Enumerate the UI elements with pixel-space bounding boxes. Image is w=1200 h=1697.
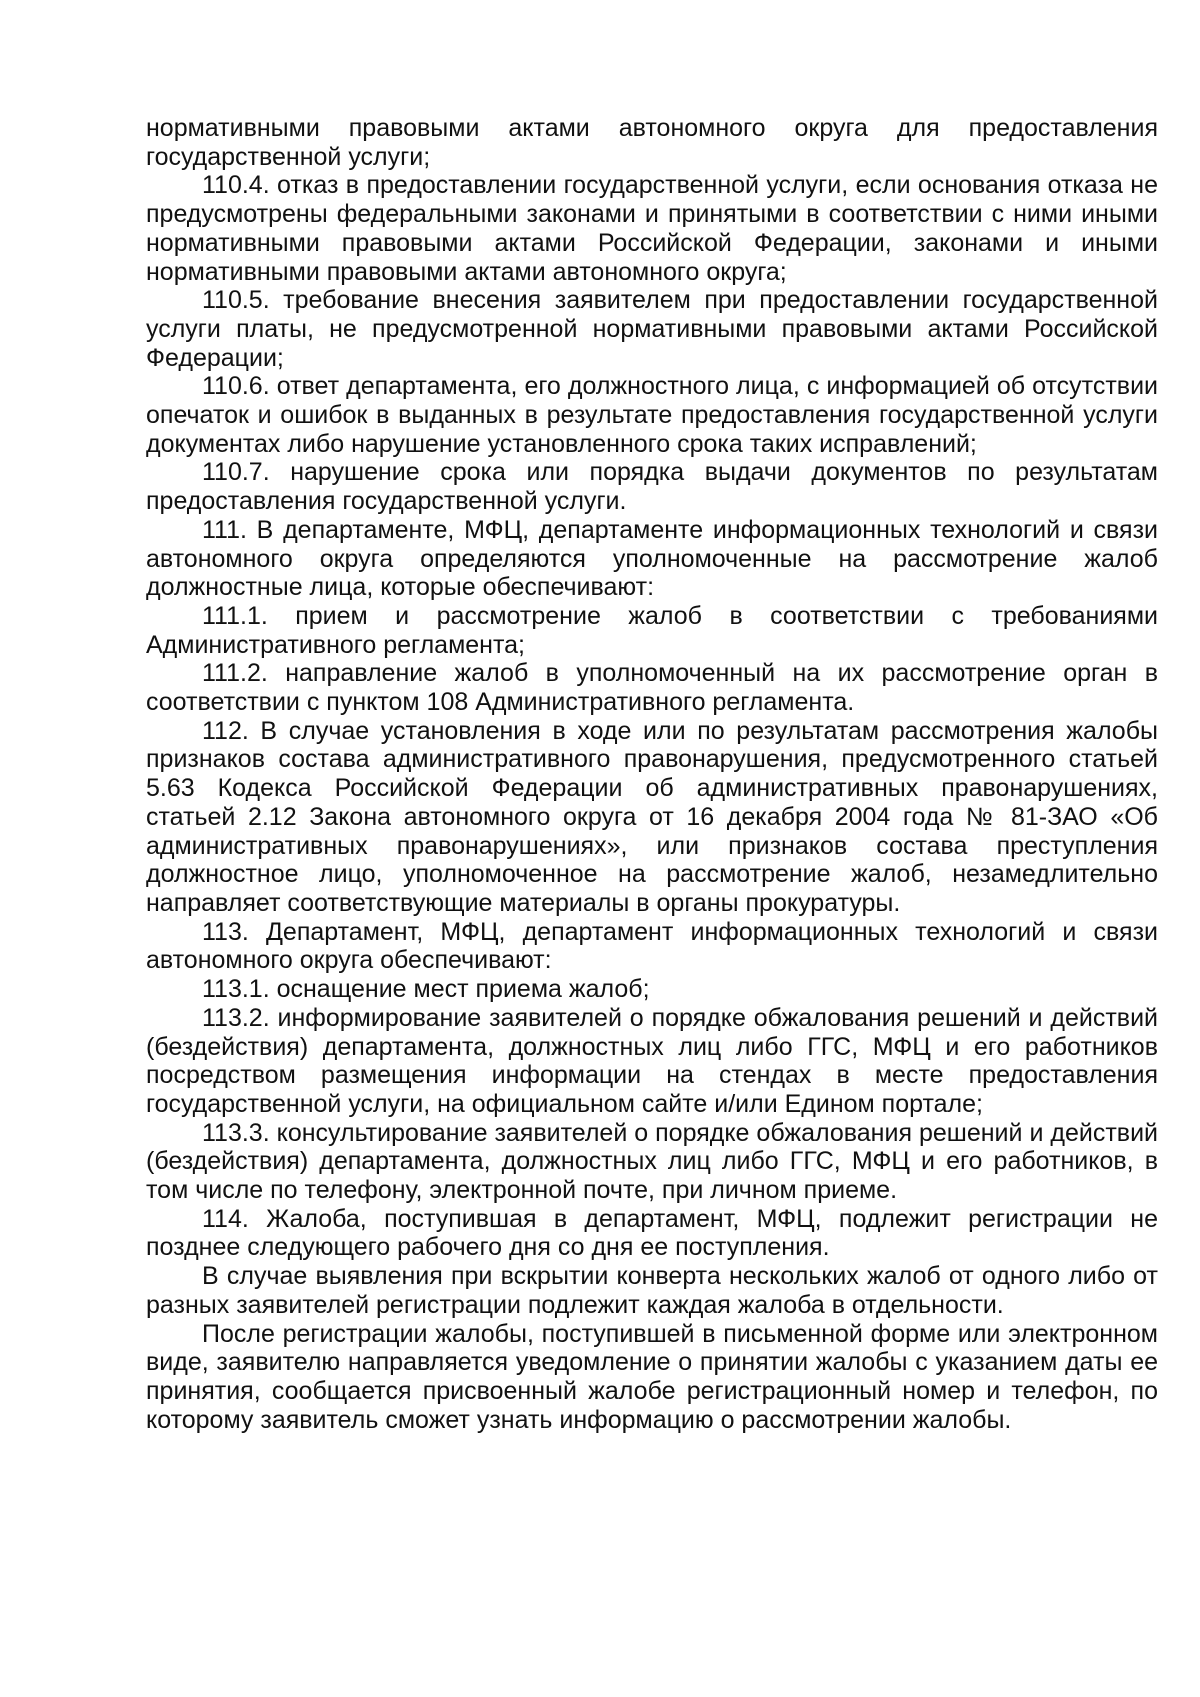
paragraph-113-1: 113.1. оснащение мест приема жалоб; <box>202 975 650 1004</box>
document-body <box>146 114 1158 1434</box>
paragraph-110-7: 110.7. нарушение срока или порядка выдачи документов по результатам предоставления государственной услуги. <box>146 458 1158 516</box>
paragraph-continuation: нормативными правовыми актами автономного округа для предоставления государственной услуги; <box>146 114 1158 171</box>
paragraph-110-6: 110.6. ответ департамента, его должностного лица, с информацией об отсутствии опечаток и ошибок в выданных в результате предоставления государственной услуги документах либо нарушение установленного срока таких исправлений; <box>146 372 1158 458</box>
paragraph-113-3: 113.3. консультирование заявителей о порядке обжалования решений и действий (бездействия) департамента, должностных лиц либо ГГС, МФЦ и его работников, в том числе по телефону, электронной почте, при личном приеме. <box>146 1118 1158 1205</box>
paragraph-114: 114. Жалоба, поступившая в департамент, МФЦ, подлежит регистрации не позднее следующего рабочего дня со дня ее поступления. <box>146 1204 1158 1262</box>
paragraph-113: 113. Департамент, МФЦ, департамент информационных технологий и связи автономного округа обеспечивают: <box>146 917 1158 975</box>
paragraph-111-1: 111.1. прием и рассмотрение жалоб в соответствии с требованиями Административного регламента; <box>146 601 1158 659</box>
paragraph-111-2: 111.2. направление жалоб в уполномоченный на их рассмотрение орган в соответствии с пунктом 108 Административного регламента. <box>146 659 1158 717</box>
paragraph-112: 112. В случае установления в ходе или по результатам рассмотрения жалобы признаков состава административного правонарушения, предусмотренного статьей 5.63 Кодекса Российской Федерации об административных правонарушениях, статьей 2.12 Закона автономного округа от 16 декабря 2004 года № 81-ЗАО «Об административных правонарушениях», или признаков состава преступления должностное лицо, уполномоченное на рассмотрение жалоб, незамедлительно направляет соответствующие материалы в органы прокуратуры. <box>146 716 1158 917</box>
paragraph-114-registration: После регистрации жалобы, поступившей в письменной форме или электронном виде, заявителю направляется уведомление о принятии жалобы с указанием даты ее принятия, сообщается присвоенный жалобе регистрационный номер и телефон, по которому заявитель сможет узнать информацию о рассмотрении жалобы. <box>146 1319 1158 1434</box>
paragraph-111: 111. В департаменте, МФЦ, департаменте информационных технологий и связи автономного округа определяются уполномоченные на рассмотрение жалоб должностные лица, которые обеспечивают: <box>146 515 1158 602</box>
paragraph-110-5: 110.5. требование внесения заявителем при предоставлении государственной услуги платы, не предусмотренной нормативными правовыми актами Российской Федерации; <box>146 286 1158 372</box>
paragraph-110-4: 110.4. отказ в предоставлении государственной услуги, если основания отказа не предусмотрены федеральными законами и принятыми в соответствии с ними иными нормативными правовыми актами Российской Федерации, законами и иными нормативными правовыми актами автономного округа; <box>146 171 1158 286</box>
paragraph-114-envelope: В случае выявления при вскрытии конверта нескольких жалоб от одного либо от разных заявителей регистрации подлежит каждая жалоба в отдельности. <box>146 1262 1158 1319</box>
paragraph-113-2: 113.2. информирование заявителей о порядке обжалования решений и действий (бездействия) департамента, должностных лиц либо ГГС, МФЦ и его работников посредством размещения информации на стендах в месте предоставления государственной услуги, на официальном сайте и/или Едином портале; <box>146 1003 1158 1118</box>
